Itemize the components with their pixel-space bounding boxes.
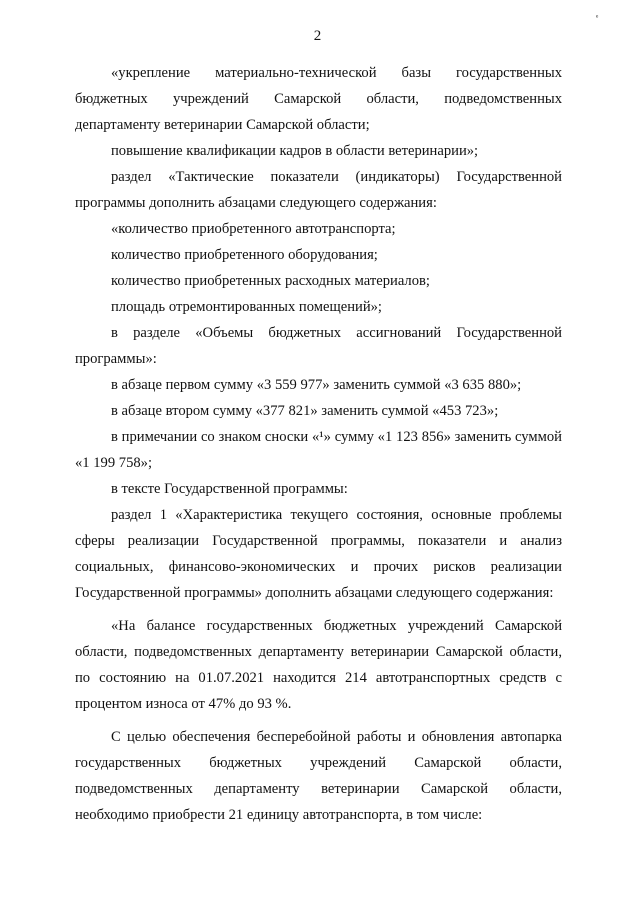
paragraph: площадь отремонтированных помещений»; [111,299,382,315]
paragraph: в тексте Государственной программы: [111,481,348,497]
paragraph: повышение квалификации кадров в области ветеринарии»; [111,143,479,159]
paragraph: С целью обеспечения бесперебойной работы и обновления автопарка государственных бюджетных учреждений Самарской области, подведомственных департаменту ветеринарии Самарской области, необходимо приобрести 21 единицу автотранспорта, в том числе: [75,729,562,823]
document-body [75,60,562,828]
paragraph: в абзаце первом сумму «3 559 977» заменить суммой «3 635 880»; [111,377,522,393]
paragraph: количество приобретенного оборудования; [111,247,378,263]
paragraph: «На балансе государственных бюджетных учреждений Самарской области, подведомственных департаменту ветеринарии Самарской области, по состоянию на 01.07.2021 находится 214 автотранспортных средств с процентом износа от 47% до 93 %. [75,618,562,712]
page-number: 2 [313,28,322,44]
paragraph: раздел 1 «Характеристика текущего состояния, основные проблемы сферы реализации Государственной программы, показатели и анализ социальных, финансово-экономических и прочих рисков реализации Государственной программы» дополнить абзацами следующего содержания: [75,507,562,601]
paragraph: в примечании со знаком сноски «¹» сумму «1 123 856» заменить суммой «1 199 758»; [75,429,562,471]
paragraph: «укрепление материально-технической базы государственных бюджетных учреждений Самарской области, подведомственных департаменту ветеринарии Самарской области; [75,65,562,133]
paragraph: в абзаце втором сумму «377 821» заменить суммой «453 723»; [111,403,499,419]
scan-speck: ᵉ [596,12,599,22]
paragraph: в разделе «Объемы бюджетных ассигнований Государственной программы»: [75,325,562,367]
paragraph: количество приобретенных расходных материалов; [111,273,430,289]
paragraph: раздел «Тактические показатели (индикаторы) Государственной программы дополнить абзацами следующего содержания: [75,169,562,211]
paragraph: «количество приобретенного автотранспорта; [111,221,396,237]
